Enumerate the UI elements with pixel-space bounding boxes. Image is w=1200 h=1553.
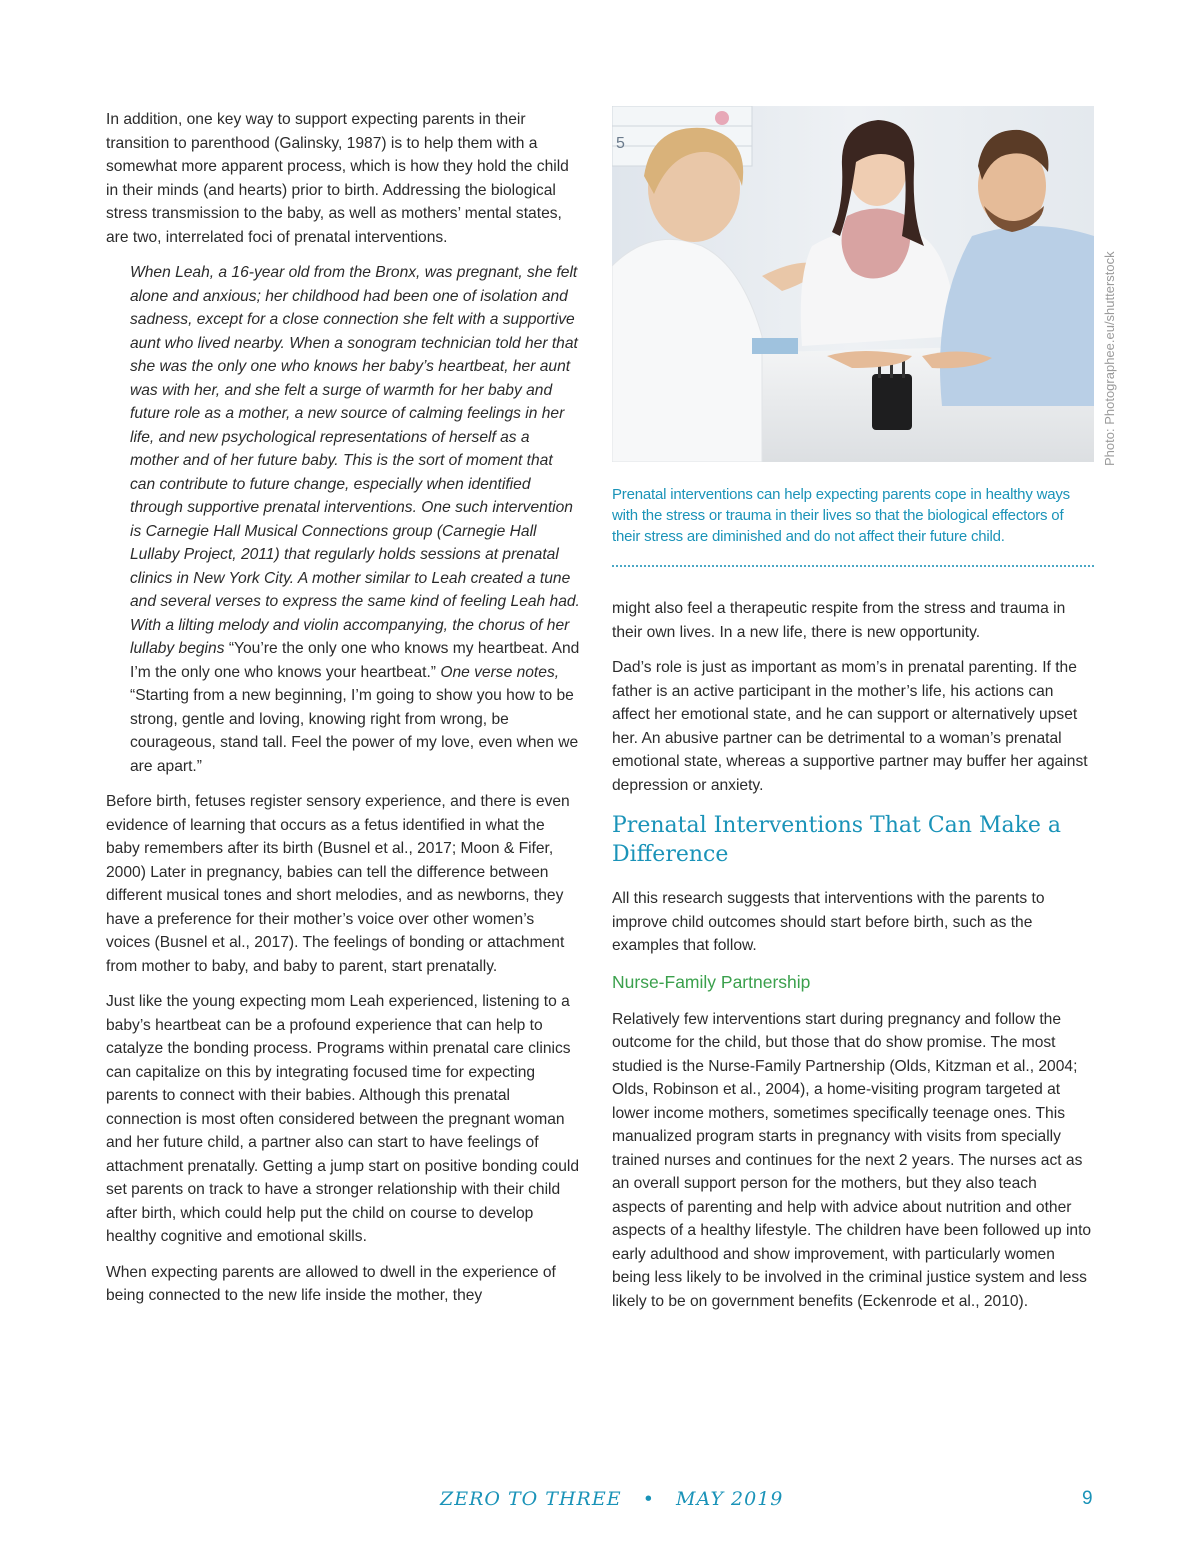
paragraph: Before birth, fetuses register sensory experience, and there is even evidence of learning that occurs as a fetus identified in what the baby remembers after its birth (Busnel et al., 2017; Moon & Fifer, 2000) Later in pregnancy, babies can tell the difference between different musical tones and short melodies, and as newborns, they have a preference for their mother’s voice over other women’s voices (Busnel et al., 2017). The feelings of bonding or attachment from mother to baby, and baby to parent, start prenatally. [106,793,570,975]
paragraph: Relatively few interventions start during pregnancy and follow the outcome for the child, but those that do show promise. The most studied is the Nurse-Family Partnership (Olds, Kitzman et al., 2004; Olds, Robinson et al., 2004), a home-visiting program targeted at lower income mothers, sometimes specifically teenage ones. This manualized program starts in pregnancy with visits from specially trained nurses and continues for the next 2 years. The nurses act as an overall support person for the mothers, but they also teach aspects of parenting and help with advice about nutrition and other aspects of a healthy lifestyle. The children have been followed up into early adulthood and show improvement, with particularly women being less likely to be involved in the criminal justice system and less likely to be on government benefits (Eckenrode et al., 2010). [612,1010,1092,1310]
paragraph: In addition, one key way to support expecting parents in their transition to parenthood (Galinsky, 1987) is to help them with a somewhat more apparent process, which is how they hold the child in their minds (and hearts) prior to birth. Addressing the biological stress transmission to the baby, as well as mothers’ mental states, are two, interrelated foci of prenatal interventions. [106,111,569,246]
left-column [106,108,582,1320]
page-footer [0,1488,1200,1516]
photo-credit [1098,244,1118,466]
footer-publication [440,1488,783,1510]
paragraph: Dad’s role is just as important as mom’s in prenatal parenting. If the father is an active participant in the mother’s life, his actions can affect her emotional state, and he can support or alternatively upset her. An abusive partner can be detrimental to a woman’s prenatal emotional state, whereas a supportive partner may buffer her against depression or anxiety. [612,659,1088,794]
right-column [612,106,1094,1325]
issue-date: MAY 2019 [676,1488,784,1510]
article-photo [612,106,1094,462]
quote-text: One verse notes, [435,663,560,681]
photo-illustration [612,106,1094,462]
paragraph: might also feel a therapeutic respite from the stress and trauma in their own lives. In a new life, there is new opportunity. [612,600,1066,641]
wall-chart-number: 5 [616,135,625,152]
publication-name: ZERO TO THREE [440,1488,622,1510]
page-number: 9 [1082,1488,1093,1509]
photo-caption: Prenatal interventions can help expecting parents cope in healthy ways with the stress or trauma in their lives so that the biological effectors of their stress are diminished and do not affect their future child. [612,486,1070,545]
vignette-quote [130,261,582,778]
paragraph: All this research suggests that interventions with the parents to improve child outcomes should start before birth, such as the examples that follow. [612,890,1045,954]
paragraph: Just like the young expecting mom Leah experienced, listening to a baby’s heartbeat can be a profound experience that can help to catalyze the bonding process. Programs within prenatal care clinics can capitalize on this by integrating focused time for expecting parents to connect with their babies. Although this prenatal connection is most often considered between the pregnant woman and her future child, a partner also can start to have feelings of attachment prenatally. Getting a jump start on positive bonding could set parents on track to have a stronger relationship with their child after birth, which could help put the child on course to develop healthy cognitive and emotional skills. [106,993,579,1245]
subsection-heading: Nurse-Family Partnership [612,971,811,992]
lullaby-chorus: “You’re the only one who knows my heartbeat. And I’m the only one who knows your heartbeat.” [130,640,580,681]
paragraph: When expecting parents are allowed to dwell in the experience of being connected to the new life inside the mother, they [106,1263,556,1304]
quote-text: When Leah, a 16-year old from the Bronx, was pregnant, she felt alone and anxious; her childhood had been one of isolation and sadness, except for a close connection she felt with a supportive aunt who lived nearby. When a sonogram technician told her that she was the only one who knows her baby’s heartbeat, her aunt was with her, and she felt a surge of warmth for her baby and future role as a mother, a new source of calming feelings in her life, and new psychological representations of herself as a mother and of her future baby. This is the sort of moment that can contribute to future change, especially when identified through supportive prenatal interventions. One such intervention is Carnegie Hall Musical Connections group (Carnegie Hall Lullaby Project, 2011) that regularly holds sessions at prenatal clinics in New York City. A mother similar to Leah created a tune and several verses to express the same kind of feeling Leah had. With a lilting melody and violin accompanying, the chorus of her lullaby begins [130,264,580,657]
lullaby-verse: “Starting from a new beginning, I’m going to show you how to be strong, gentle and loving, knowing right from wrong, be courageous, stand tall. Feel the power of my love, even when we are apart.” [130,687,579,775]
caption-divider [612,565,1094,567]
section-heading: Prenatal Interventions That Can Make a Difference [612,813,1062,867]
photo-credit-text: Photo: Photographee.eu/shutterstock [1102,251,1117,466]
footer-bullet: • [642,1488,655,1510]
